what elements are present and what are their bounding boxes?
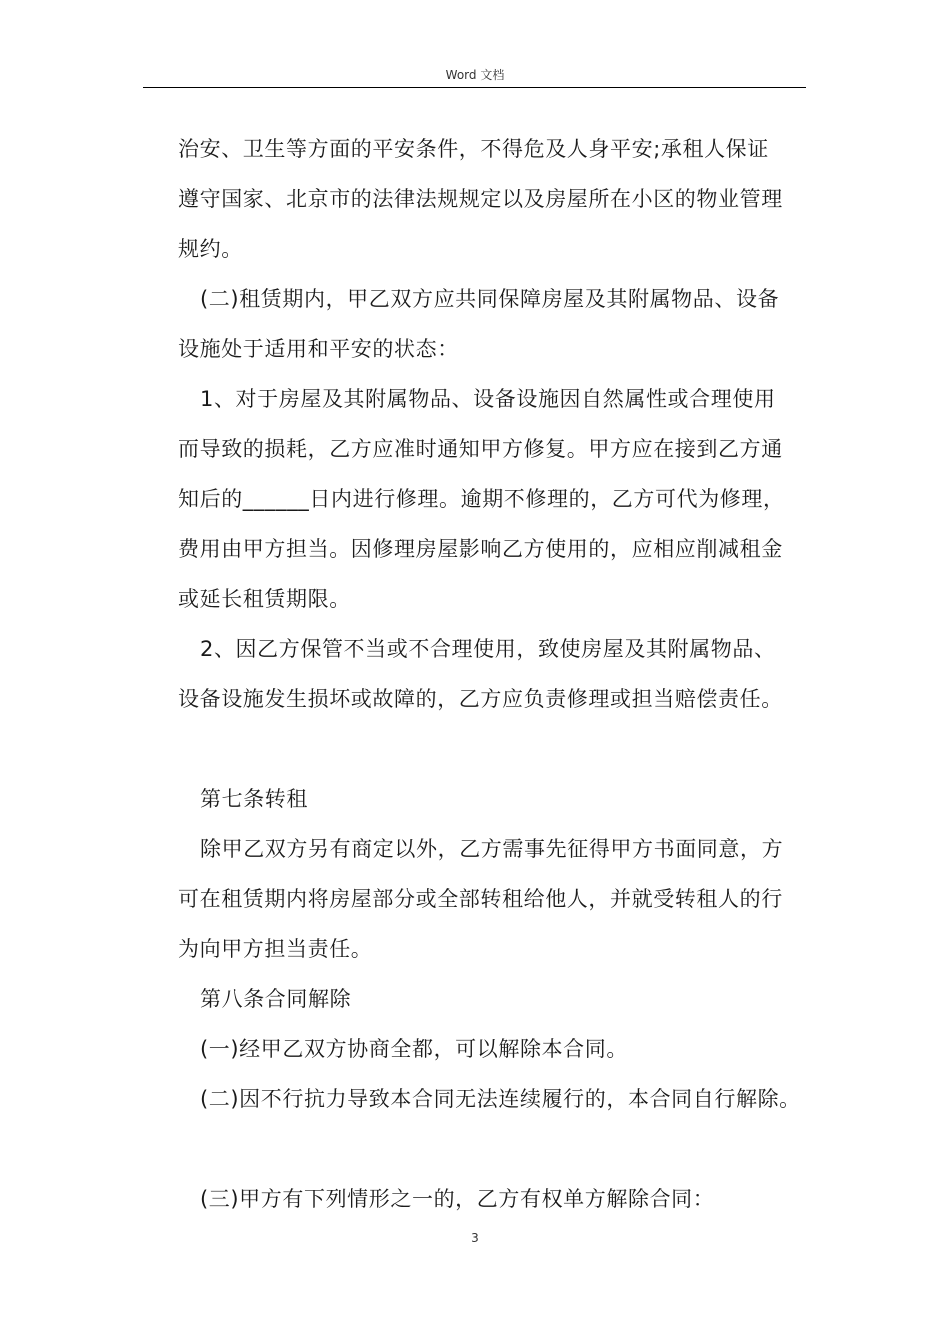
body-line: 治安、卫生等方面的平安条件，不得危及人身平安;承租人保证 <box>178 137 769 161</box>
body-line: 规约。 <box>178 237 243 261</box>
body-line: (二)租赁期内，甲乙双方应共同保障房屋及其附属物品、设备 <box>200 287 780 311</box>
page-number: 3 <box>471 1231 479 1245</box>
body-line: 知后的______日内进行修理。逾期不修理的，乙方可代为修理， <box>178 487 785 511</box>
body-line: 而导致的损耗，乙方应准时通知甲方修复。甲方应在接到乙方通 <box>178 437 783 461</box>
header-divider <box>143 87 806 88</box>
section-heading: 第七条转租 <box>200 787 308 811</box>
body-line: 或延长租赁期限。 <box>178 587 351 611</box>
body-line: (二)因不行抗力导致本合同无法连续履行的，本合同自行解除。 <box>200 1087 801 1111</box>
body-line: 2、因乙方保管不当或不合理使用，致使房屋及其附属物品、 <box>200 637 776 661</box>
section-heading: 第八条合同解除 <box>200 987 352 1011</box>
body-line: (一)经甲乙双方协商全都，可以解除本合同。 <box>200 1037 628 1061</box>
body-line: 遵守国家、北京市的法律法规规定以及房屋所在小区的物业管理 <box>178 187 783 211</box>
body-line: 设备设施发生损坏或故障的，乙方应负责修理或担当赔偿责任。 <box>178 687 783 711</box>
body-line: 1、对于房屋及其附属物品、设备设施因自然属性或合理使用 <box>200 387 776 411</box>
body-line: 可在租赁期内将房屋部分或全部转租给他人，并就受转租人的行 <box>178 887 783 911</box>
body-line: 费用由甲方担当。因修理房屋影响乙方使用的，应相应削减租金 <box>178 537 783 561</box>
body-line: (三)甲方有下列情形之一的，乙方有权单方解除合同： <box>200 1187 715 1211</box>
body-line: 设施处于适用和平安的状态： <box>178 337 459 361</box>
body-line: 除甲乙双方另有商定以外，乙方需事先征得甲方书面同意，方 <box>200 837 784 861</box>
page-header-title: Word 文档 <box>445 68 505 82</box>
body-line: 为向甲方担当责任。 <box>178 937 373 961</box>
